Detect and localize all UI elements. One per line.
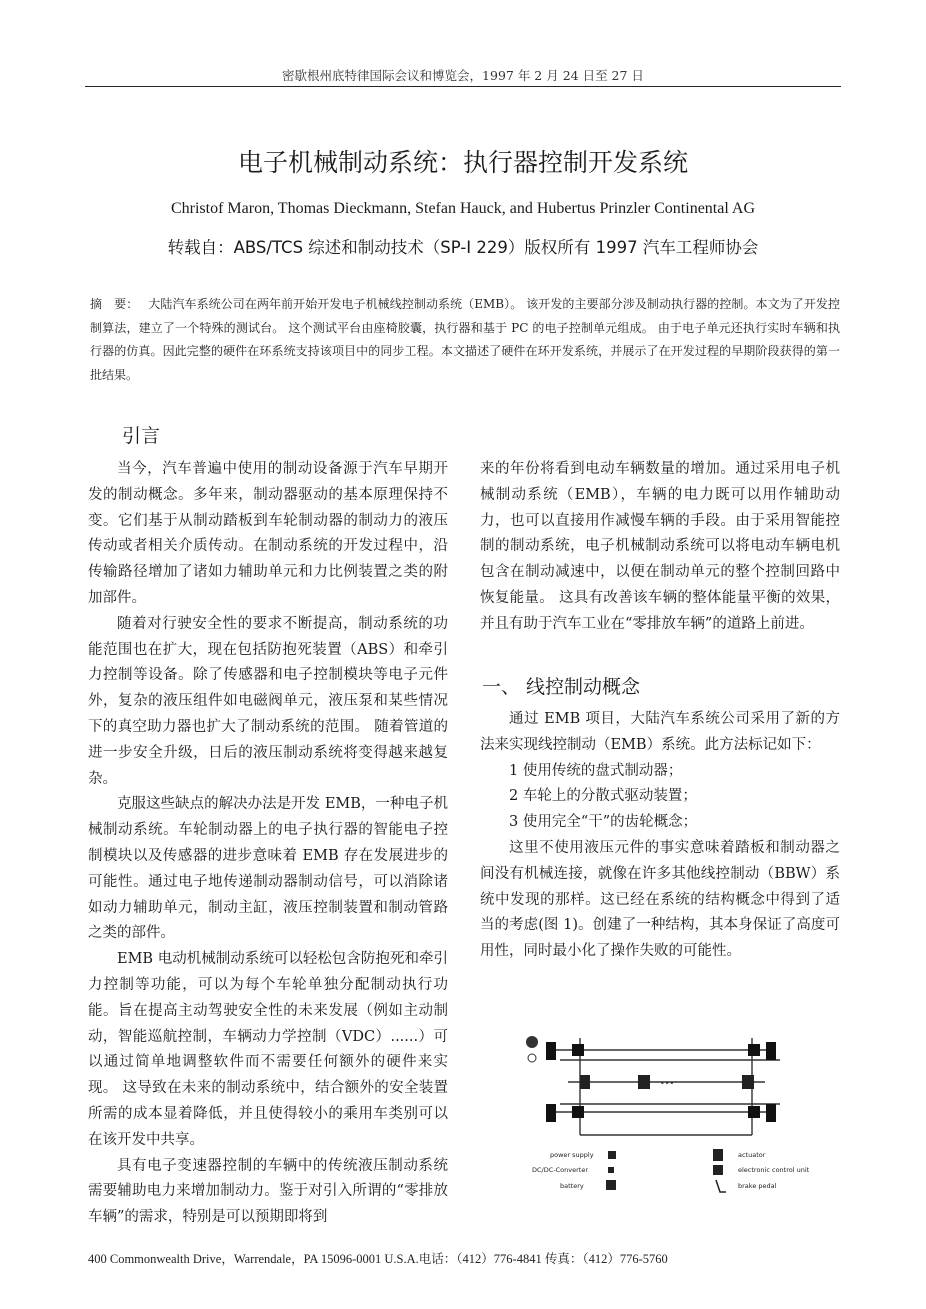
bbw-list-item: 1 使用传统的盘式制动器； [509,762,683,779]
intro-paragraph: 具有电子变速器控制的车辆中的传统液压制动系统需要辅助电力来增加制动力。鉴于对引入所谓的“零排放车辆”的需求，特别是可以预期即将到 [88,1157,448,1226]
reprint-notice: 转载自：ABS/TCS 综述和制动技术（SP-I 229）版权所有 1997 汽车工程师协会 [167,238,759,257]
legend-dcdc: DC/DC-Converter [532,1166,588,1174]
figure-bbw-architecture [520,1020,820,1200]
brake-pedal-icon [716,1180,726,1192]
figure-legend-right [713,1149,810,1192]
power-supply-icon [608,1151,616,1159]
intro-paragraph: EMB 电动机械制动系统可以轻松包含防抱死和牵引力控制等功能，可以为每个车轮单独分配制动执行功能。旨在提高主动驾驶安全性的未来发展（例如主动制动，智能巡航控制，车辆动力学控制（VDC）......）可以通过简单地调整软件而不需要任何额外的硬件来实现。 这导致在未来的制动系统中，结合额外的安全装置所需的成本显着降低，并且使得较小的乘用车类别可以在该开发中共享。 [88,951,448,1148]
intro-continuation: 来的年份将看到电动车辆数量的增加。通过采用电子机械制动系统（EMB），车辆的电力既可以用作辅助动力，也可以直接用作减慢车辆的手段。由于采用智能控制的制动系统，电子机械制动系统可以将电动车辆电机包含在制动减速中，以便在制动单元的整个控制回路中恢复能量。 这具有改善该车辆的整体能量平衡的效果，并且有助于汽车工业在“零排放车辆”的道路上前进。 [480,461,840,632]
legend-ecu: electronic control unit [738,1166,810,1174]
legend-pedal: brake pedal [738,1182,777,1190]
right-column-top [480,457,840,638]
bbw-intro: 通过 EMB 项目，大陆汽车系统公司采用了新的方法来实现线控制动（EMB）系统。此方法标记如下： [480,711,840,753]
legend-power-supply: power supply [550,1151,594,1159]
abstract-text: 大陆汽车系统公司在两年前开始开发电子机械线控制动系统（EMB）。 该开发的主要部分涉及制动执行器的控制。本文为了开发控制算法，建立了一个特殊的测试台。 这个测试平台由座椅胶囊，执行器和基于 PC 的电子控制单元组成。 由于电子单元还执行实时车辆和执行器的仿真。因此完整的硬件在环系统支持该项目中的同步工程。本文描述了硬件在环开发系统，并展示了在开发过程的早期阶段获得的第一批结果。 [90,297,840,382]
intro-paragraph: 随着对行驶安全性的要求不断提高，制动系统的功能范围也在扩大，现在包括防抱死装置（ABS）和牵引力控制等设备。除了传感器和电子控制模块等电子元件外，复杂的液压组件如电磁阀单元，液压泵和某些情况下的真空助力器也扩大了制动系统的范围。 随着管道的进一步安全升级，日后的液压制动系统将变得越来越复杂。 [88,615,448,787]
header-divider [85,86,841,87]
diagram-dots: ••• [660,1079,675,1088]
abstract-label: 摘 要： [90,297,139,311]
figure-legend-left [532,1151,616,1190]
paper-title: 电子机械制动系统：执行器控制开发系统 [237,148,688,177]
power-source-icon [526,1036,538,1048]
bbw-list-item: 3 使用完全“干”的齿轮概念； [509,814,698,831]
authors-line: Christof Maron, Thomas Dieckmann, Stefan Hauck, and Hubertus Prinzler Continental AG [170,200,756,217]
intro-paragraph: 克服这些缺点的解决办法是开发 EMB，一种电子机械制动系统。车轮制动器上的电子执行器的智能电子控制模块以及传感器的进步意味着 EMB 存在发展进步的可能性。通过电子地传递制动器制动信号，可以消除诸如动力辅助单元，制动主缸，液压控制装置和制动管路之类的部件。 [88,796,448,942]
section-intro-title: 引言 [122,425,161,447]
left-column [88,457,448,1231]
conference-header: 密歇根州底特律国际会议和博览会，1997 年 2 月 24 日至 27 日 [282,68,644,83]
dcdc-icon [608,1167,614,1173]
abstract [90,293,840,387]
ecu-icon [713,1165,723,1175]
footer-address: 400 Commonwealth Drive，Warrendale，PA 15096-0001 U.S.A.电话：（412）776-4841 传真：（412）776-5760 [88,1252,668,1266]
section-bbw-title: 一、 线控制动概念 [482,676,641,698]
legend-battery: battery [560,1182,584,1190]
actuator-icon [713,1149,723,1161]
right-column-bottom [480,707,840,965]
intro-paragraph: 当今，汽车普遍中使用的制动设备源于汽车早期开发的制动概念。多年来，制动器驱动的基本原理保持不变。它们基于从制动踏板到车轮制动器的制动力的液压传动或者相关介质传动。在制动系统的开发过程中，沿传输路径增加了诸如力辅助单元和力比例装置之类的附加部件。 [88,461,448,606]
bbw-body: 这里不使用液压元件的事实意味着踏板和制动器之间没有机械连接，就像在许多其他线控制动（BBW）系统中发现的那样。这已经在系统的结构概念中得到了适当的考虑(图 1)。创建了一种结构，其本身保证了高度可用性，同时最小化了操作失败的可能性。 [480,839,840,960]
bbw-list-item: 2 车轮上的分散式驱动装置； [509,788,697,805]
battery-icon [606,1180,616,1190]
legend-actuator: actuator [738,1151,766,1159]
pedal-sensor-icon [528,1054,536,1062]
